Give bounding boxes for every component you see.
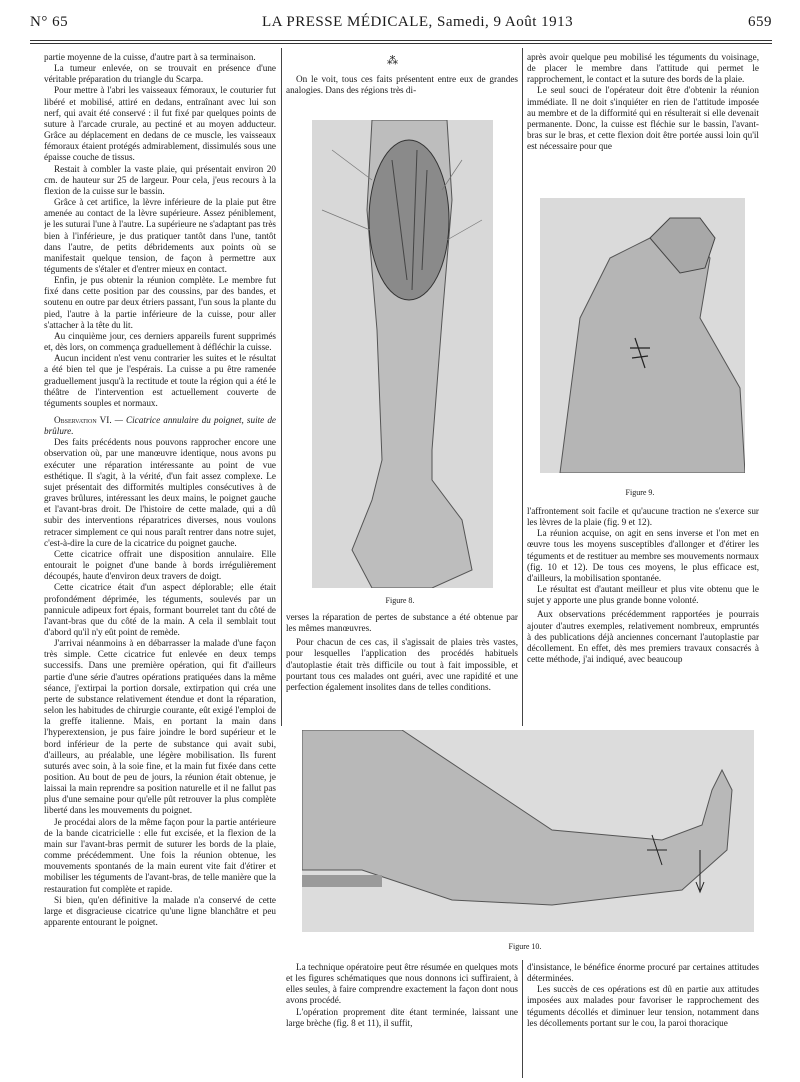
column-3-bottom-text xyxy=(527,962,759,1029)
flexed-arm-illustration xyxy=(540,198,745,473)
header-rule-2 xyxy=(30,43,772,44)
paragraph: après avoir quelque peu mobilisé les téguments du voisinage, de placer le membre dans l'attitude qui permet le rapprochement, le contact et la suture des bords de la plaie. xyxy=(527,52,759,85)
figure-8-caption: Figure 8. xyxy=(385,596,415,605)
column-divider-2 xyxy=(522,48,523,726)
section-separator: ⁂ xyxy=(387,55,398,67)
paragraph: La tumeur enlevée, on se trouvait en présence d'une véritable préparation du triangle du Scarpa. xyxy=(44,63,276,85)
column-3-middle xyxy=(527,506,759,665)
paragraph: Le résultat est d'autant meilleur et plus vite obtenu que le sujet y apporte une plus grande bonne volonté. xyxy=(527,584,759,606)
figure-9-caption: Figure 9. xyxy=(625,488,655,497)
figure-10-caption: Figure 10. xyxy=(508,942,542,951)
running-header xyxy=(30,14,772,36)
observation-label: Observation VI. xyxy=(54,415,112,425)
paragraph: La technique opératoire peut être résumée en quelques mots et les figures schématiques que nous donnons ici suffiraient, à elles seules, à faire comprendre exactement la façon dont nous avons procédé. xyxy=(286,962,518,1006)
forearm-illustration xyxy=(312,120,493,588)
issue-number: N° 65 xyxy=(30,14,69,30)
paragraph: Au cinquième jour, ces derniers appareils furent supprimés et, dès lors, on commença graduellement à défléchir la cuisse. xyxy=(44,330,276,353)
paragraph: Pour chacun de ces cas, il s'agissait de plaies très vastes, pour lesquelles l'application des procédés habituels d'autoplastie était très difficile ou tout à fait impossible, et pourtant tous ces malades ont guéri, avec une rapidité et une perfection également insolites dans de telles conditions. xyxy=(286,637,518,692)
column-1 xyxy=(44,52,276,1077)
page-number: 659 xyxy=(748,14,772,30)
column-2-bottom xyxy=(286,612,518,693)
paragraph: La réunion acquise, on agit en sens inverse et l'on met en œuvre tous les moyens susceptibles d'allonger et d'étirer les téguments et de restituer au membre ses mouvements normaux (fig. 10 et 12). De tous ces moyens, le plus efficace est, d'ailleurs, la mobilisation spontanée. xyxy=(527,528,759,583)
header-rule xyxy=(30,40,772,41)
paragraph: Si bien, qu'en définitive la malade n'a conservé de cette large et disgracieuse cicatrice qu'une ligne blanchâtre et peu apparente entourant le poignet. xyxy=(44,894,276,928)
paragraph: Les succès de ces opérations est dû en partie aux attitudes imposées aux malades pour favoriser le rapprochement des téguments décollés et diminuer leur tension, notamment dans les décollements portant sur le cou, la paroi thoracique xyxy=(527,984,759,1028)
figure-9-image xyxy=(540,198,745,473)
paragraph: d'insistance, le bénéfice énorme procuré par certaines attitudes déterminées. xyxy=(527,962,759,984)
figure-8-image xyxy=(312,120,493,588)
figure-10-image xyxy=(302,730,754,932)
paragraph: Pour mettre à l'abri les vaisseaux fémoraux, le couturier fut libéré et mobilisé, attiré en dedans, entraînant avec lui son nerf, qui avait été conservé : il fut fixé par quelques points de suture à l'arcade crurale, au pectiné et au moyen adducteur. Grâce au déplacement en dedans de ce muscle, les vaisseaux fémoraux étaient protégés admirablement, dissimulés sous une épaisse couche de tissus. xyxy=(44,85,276,163)
journal-title: LA PRESSE MÉDICALE, Samedi, 9 Août 1913 xyxy=(262,14,574,30)
paragraph: Aux observations précédemment rapportées je pourrais ajouter d'autres exemples, relativement nombreux, empruntés à des publications déjà anciennes concernant l'autoplastie par décollement. En effet, dès mes premiers travaux consacrés à cette méthode, j'ai indiqué, avec beaucoup xyxy=(527,609,759,665)
paragraph: partie moyenne de la cuisse, d'autre part à sa terminaison. xyxy=(44,52,256,62)
extended-arm-illustration xyxy=(302,730,754,932)
paragraph: Aucun incident n'est venu contrarier les suites et le résultat a été bien tel que je l'espérais. La cuisse a pu être ramenée graduellement jusqu'à la rectitude et toute la région qui a été le théâtre de l'intervention est actuellement couverte de téguments souples et normaux. xyxy=(44,353,276,408)
paragraph: Le seul souci de l'opérateur doit être d'obtenir la réunion immédiate. Il ne doit s'inquiéter en rien de l'attitude imposée au membre et de la difformité qui en résulterait si elle devenait permanente. Donc, la cuisse est fléchie sur le bassin, l'avant-bras sur le bras, et cette flexion doit être portée aussi loin qu'il est nécessaire pour que xyxy=(527,85,759,152)
paragraph: Enfin, je pus obtenir la réunion complète. Le membre fut fixé dans cette position par des coussins, par des bandes, et soutenu en outre par deux étriers passant, l'un sous la plante du pied, l'autre à la partie inférieure de la cuisse, pour aller s'attacher à la tête du lit. xyxy=(44,275,276,330)
column-divider-3 xyxy=(522,960,523,1078)
observation-title: — Cicatrice annulaire du poignet, suite de brûlure. xyxy=(44,415,276,437)
paragraph: J'arrivai néanmoins à en débarrasser la malade d'une façon très simple. Cette cicatrice fut enlevée en deux temps successifs. Dans une première opération, qui fit d'ailleurs partie d'une série d'autres opérations pratiquées dans la même séance, j'extirpai la portion dorsale, extirpation qui créa une perte de substance relativement étendue et dont la réparation, selon les habitudes de chirurgie courante, eût exigé l'emploi de la greffe italienne. Mais, en portant la main dans l'hyperextension, je pus faire joindre le bord supérieur et le bord inférieur de la perte de substance qui avait subi, d'ailleurs, au préalable, une légère mobilisation. Ils furent suturés avec soin, à la soie fine, et la main fut fixée dans cette position. Au bout de peu de jours, la réunion était obtenue, je laissai la main reprendre sa position naturelle et il ne fallut pas plus d'une semaine pour qu'elle pût retrouver la plus complète liberté dans les mouvements du poignet. xyxy=(44,638,276,816)
paragraph: Cette cicatrice était d'un aspect déplorable; elle était profondément déprimée, les téguments, soulevés par un pannicule adipeux fort épais, formant bourrelet tant du côté de l'avant-bras que du côté de la main. A cela il semblait tout d'abord qu'il n'y eût point de remède. xyxy=(44,582,276,637)
column-2-bottom-text xyxy=(286,962,518,1029)
column-2-top xyxy=(286,74,518,96)
paragraph: Cette cicatrice offrait une disposition annulaire. Elle entourait le poignet d'une bande à bords irrégulièrement découpés, haute d'environ deux travers de doigt. xyxy=(44,548,276,582)
paragraph: l'affrontement soit facile et qu'aucune traction ne s'exerce sur les lèvres de la plaie (fig. 9 et 12). xyxy=(527,506,759,528)
paragraph: Je procédai alors de la même façon pour la partie antérieure de la bande cicatricielle : elle fut excisée, et la flexion de la main sur l'avant-bras permit de suturer les bords de la plaie, comme précédemment. Une fois la réunion obtenue, les mouvements spontanés de la main eurent vite fait d'étirer et mobiliser les téguments de l'avant-bras, de telle manière que la restauration fut complète et rapide. xyxy=(44,816,276,894)
observation-heading xyxy=(44,415,276,437)
paragraph: Grâce à cet artifice, la lèvre inférieure de la plaie put être amenée au contact de la lèvre supérieure. Assez péniblement, je les suturai l'une à l'autre. La supérieure ne s'adaptant pas très bien à l'inférieure, je dus pratiquer tantôt dans l'une, tantôt dans l'autre, de petits débridements aux points où se manifestait quelque tension, de façon à permettre aux téguments de s'étaler et d'entrer mieux en contact. xyxy=(44,197,276,274)
paragraph: Restait à combler la vaste plaie, qui présentait environ 20 cm. de hauteur sur 25 de largeur. Pour cela, j'eus recours à la flexion de la cuisse sur le bassin. xyxy=(44,163,276,196)
paragraph: L'opération proprement dite étant terminée, laissant une large brèche (fig. 8 et 11), il suffit, xyxy=(286,1006,518,1028)
column-divider-1 xyxy=(281,48,282,726)
column-3-top xyxy=(527,52,759,152)
paragraph: Des faits précédents nous pouvons rapprocher encore une observation où, par une manœuvre identique, nous avons pu exécuter une réparation intéressante au point de vue esthétique. Il s'agit, à la vérité, d'un fait assez complexe. Le sujet présentait des difformités multiples consécutives à de graves brûlures, intéressant les deux mains, le poignet gauche et l'avant-bras droit. De l'histoire de cette malade, qui a dû subir des interventions réparatrices diverses, nous voulons retracer simplement ce qui nous paraît rentrer dans notre sujet, c'est-à-dire la cure de la cicatrice du poignet gauche. xyxy=(44,437,276,548)
paragraph: On le voit, tous ces faits présentent entre eux de grandes analogies. Dans des régions très di- xyxy=(286,74,518,96)
paragraph: verses la réparation de pertes de substance a été obtenue par les mêmes manœuvres. xyxy=(286,612,518,634)
